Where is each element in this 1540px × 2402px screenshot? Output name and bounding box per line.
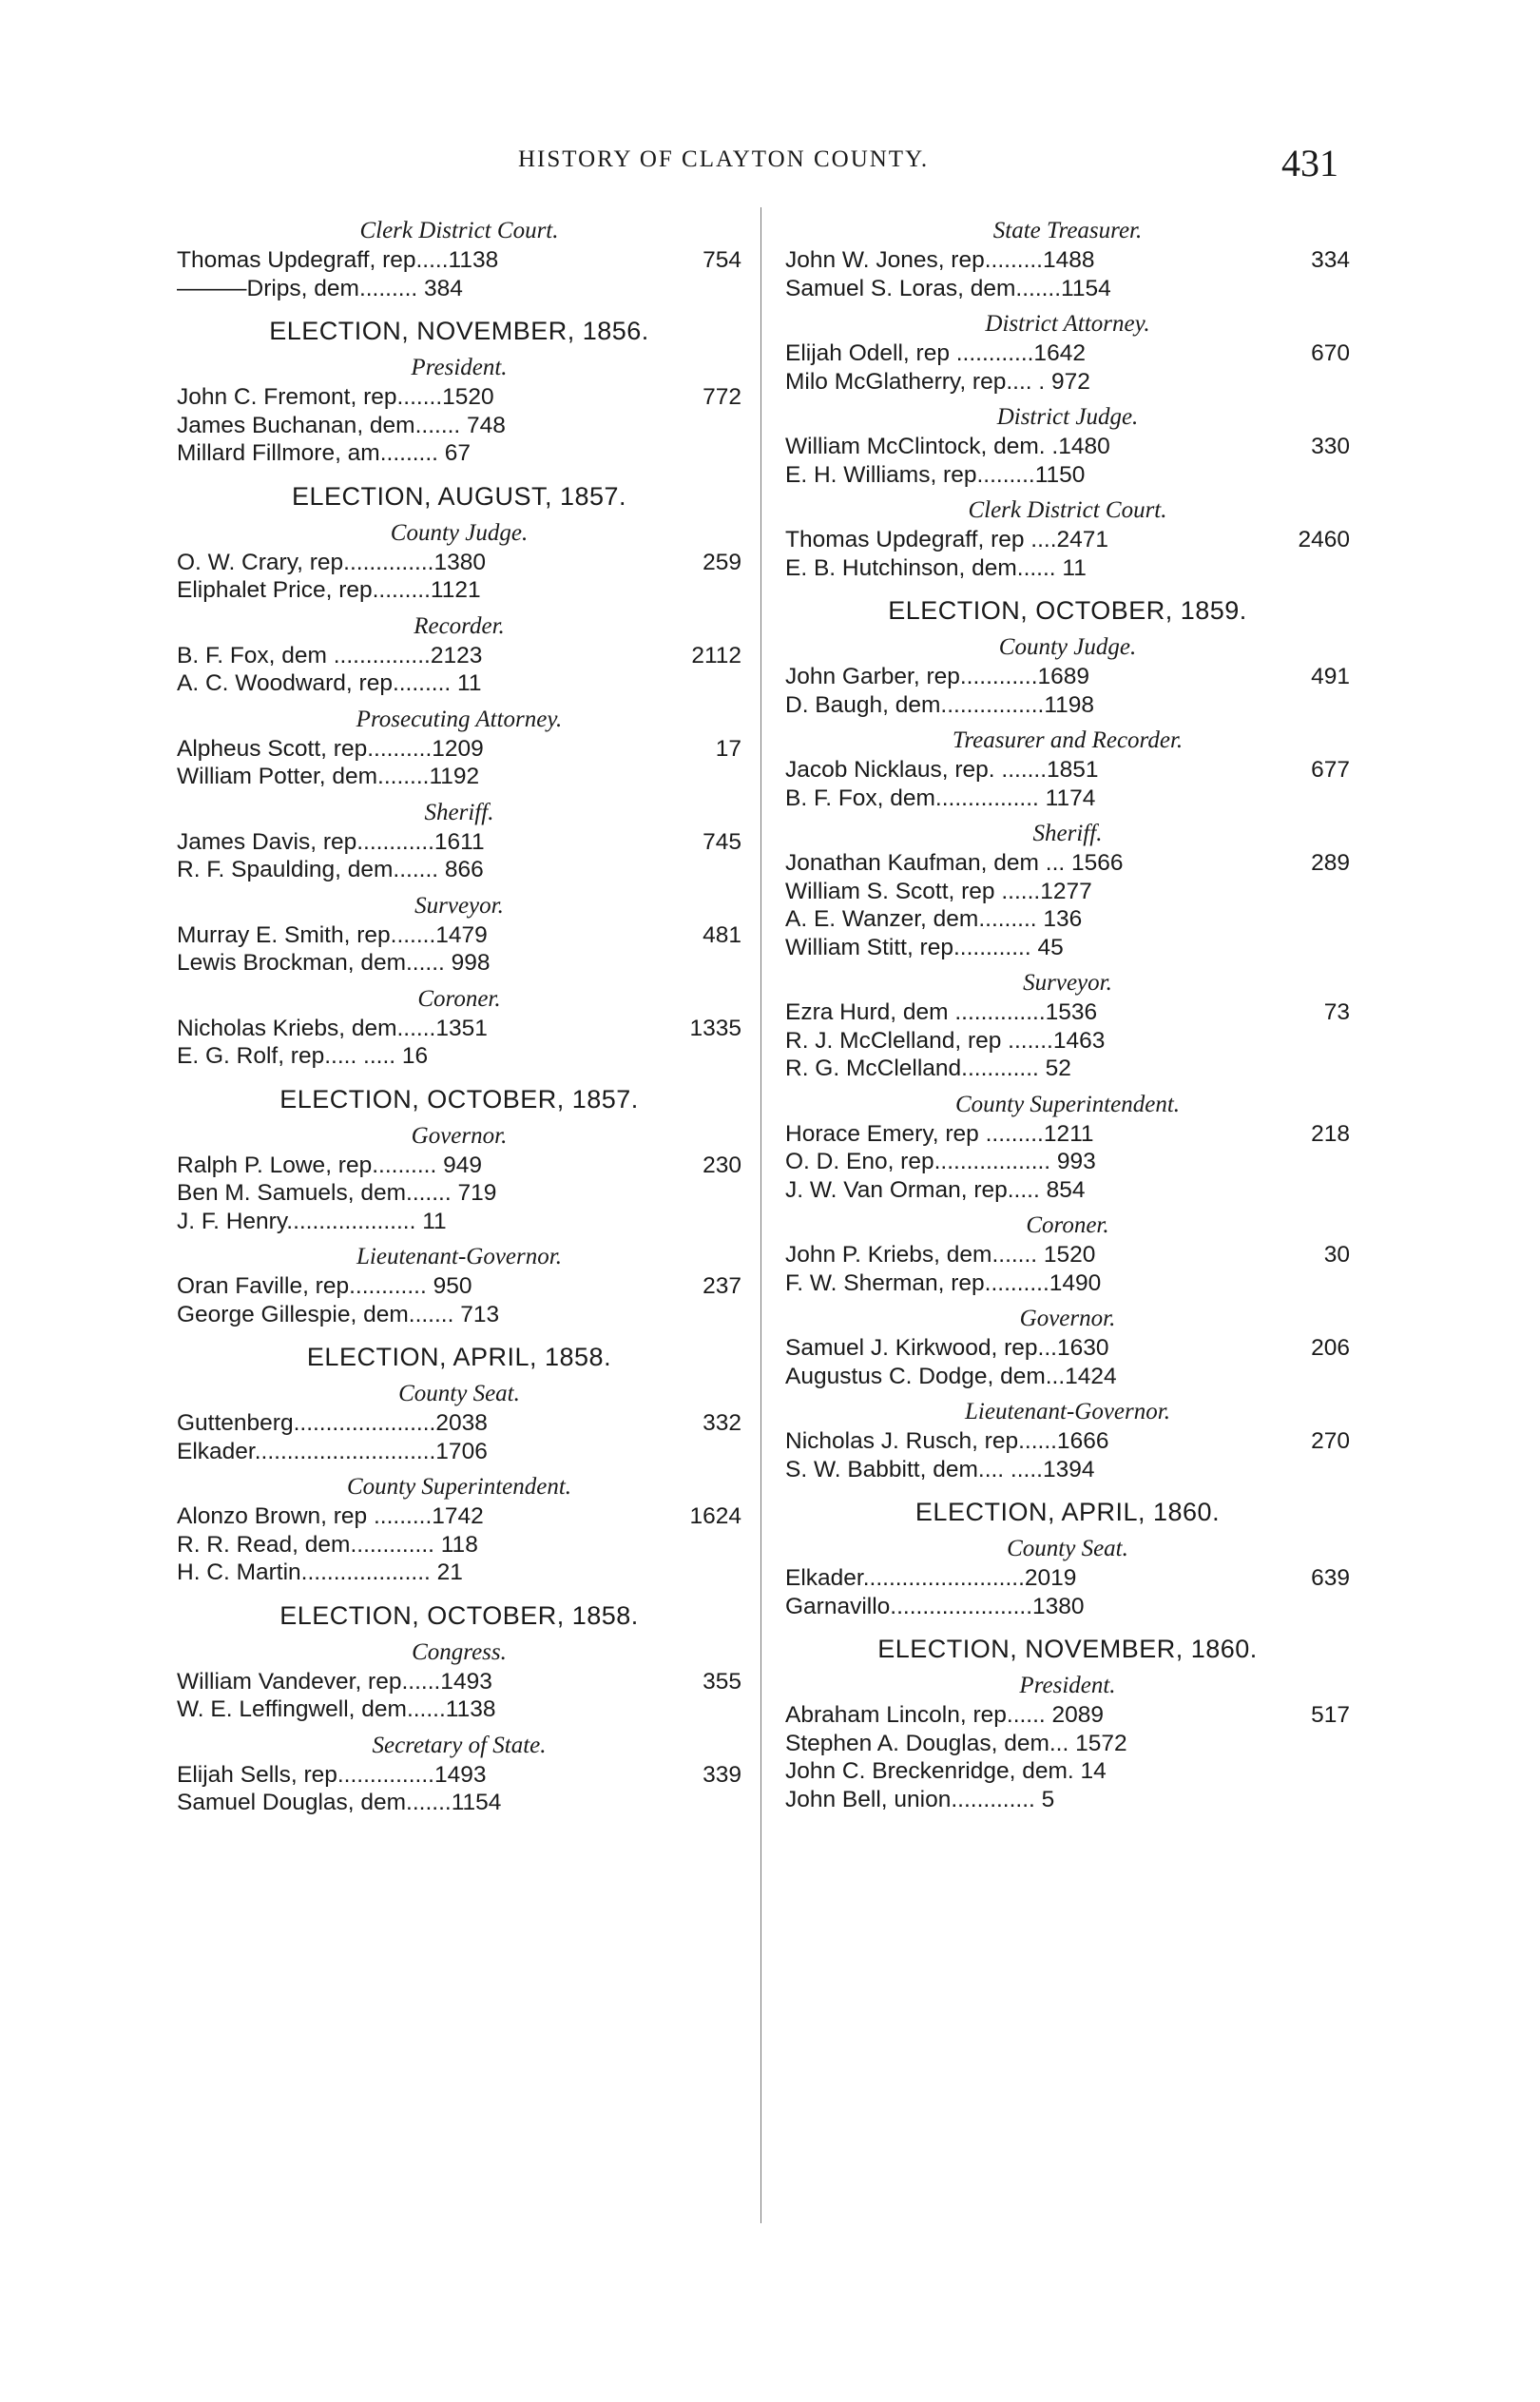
candidate-entry: Alonzo Brown, rep .........1742 xyxy=(177,1503,484,1529)
candidate-entry: John P. Kriebs, dem....... 1520 xyxy=(785,1242,1096,1268)
candidate-entry: Nicholas Kriebs, dem......1351 xyxy=(177,1015,488,1041)
election-heading: ELECTION, OCTOBER, 1858. xyxy=(279,1600,639,1630)
vote-row xyxy=(785,433,1350,461)
candidate-entry: Milo McGlatherry, rep.... . 972 xyxy=(785,368,1090,395)
candidate-entry: W. E. Leffingwell, dem......1138 xyxy=(177,1696,496,1722)
election-heading: ELECTION, APRIL, 1860. xyxy=(914,1498,1221,1526)
candidate-entry: E. G. Rolf, rep..... ..... 16 xyxy=(177,1043,429,1069)
majority-value: 332 xyxy=(703,1410,741,1436)
candidate-entry: Samuel J. Kirkwood, rep...1630 xyxy=(785,1335,1109,1361)
majority-value: 2460 xyxy=(1298,527,1350,552)
election-heading: ELECTION, NOVEMBER, 1860. xyxy=(877,1635,1258,1663)
candidate-entry: E. H. Williams, rep.........1150 xyxy=(785,461,1086,488)
candidate-entry: William Vandever, rep......1493 xyxy=(177,1668,492,1695)
election-heading: ELECTION, OCTOBER, 1857. xyxy=(279,1084,639,1114)
vote-row xyxy=(785,1363,1350,1391)
majority-value: 481 xyxy=(703,921,741,948)
candidate-entry: Samuel Douglas, dem.......1154 xyxy=(177,1790,502,1815)
majority-value: 339 xyxy=(703,1761,741,1788)
election-heading: ELECTION, APRIL, 1858. xyxy=(306,1343,612,1371)
vote-row xyxy=(785,461,1350,490)
vote-row xyxy=(785,1334,1350,1363)
vote-row xyxy=(785,1456,1350,1484)
candidate-entry: John W. Jones, rep.........1488 xyxy=(785,247,1095,273)
candidate-entry: H. C. Martin.................... 21 xyxy=(177,1559,463,1585)
vote-row xyxy=(177,1695,741,1724)
vote-row xyxy=(785,905,1350,934)
vote-row xyxy=(177,1301,741,1329)
election-heading: ELECTION, NOVEMBER, 1856. xyxy=(269,317,649,345)
vote-row xyxy=(177,576,741,605)
vote-row xyxy=(785,1055,1350,1083)
majority-value: 2112 xyxy=(691,642,741,668)
majority-value: 30 xyxy=(1323,1242,1350,1268)
candidate-entry: Thomas Updegraff, rep.....1138 xyxy=(177,247,499,273)
vote-row xyxy=(177,921,741,950)
office-heading: Prosecuting Attorney. xyxy=(356,706,563,732)
election-heading: ELECTION, OCTOBER, 1859. xyxy=(888,596,1247,625)
vote-row xyxy=(785,934,1350,962)
candidate-entry: John C. Breckenridge, dem. 14 xyxy=(785,1758,1107,1784)
office-heading: County Judge. xyxy=(390,519,529,546)
office-heading: Clerk District Court. xyxy=(968,497,1167,523)
office-heading: County Superintendent. xyxy=(346,1474,572,1500)
candidate-entry: J. W. Van Orman, rep..... 854 xyxy=(785,1176,1086,1203)
vote-row xyxy=(177,1179,741,1208)
office-heading: County Judge. xyxy=(998,634,1137,660)
vote-row xyxy=(785,663,1350,691)
candidate-entry: Jacob Nicklaus, rep. .......1851 xyxy=(785,757,1099,783)
candidate-entry: B. F. Fox, dem ...............2123 xyxy=(177,642,483,668)
vote-row xyxy=(177,1761,741,1790)
office-heading: Recorder. xyxy=(414,612,505,639)
vote-row xyxy=(785,1027,1350,1056)
majority-value: 772 xyxy=(703,384,741,410)
candidate-entry: Augustus C. Dodge, dem...1424 xyxy=(785,1363,1117,1389)
vote-row xyxy=(785,1701,1350,1730)
running-title: HISTORY OF CLAYTON COUNTY. xyxy=(518,146,930,172)
majority-value: 259 xyxy=(703,549,741,575)
vote-row xyxy=(177,1152,741,1180)
majority-value: 230 xyxy=(703,1152,741,1178)
candidate-entry: Elkader.........................2019 xyxy=(785,1565,1077,1591)
candidate-entry: Horace Emery, rep .........1211 xyxy=(785,1120,1094,1147)
vote-row xyxy=(177,1438,741,1466)
vote-row xyxy=(785,339,1350,368)
page-number: 431 xyxy=(1281,142,1338,184)
candidate-entry: O. W. Crary, rep..............1380 xyxy=(177,549,486,575)
vote-row xyxy=(785,756,1350,785)
candidate-entry: Garnavillo......................1380 xyxy=(785,1593,1085,1619)
vote-row xyxy=(177,439,741,468)
election-heading: ELECTION, AUGUST, 1857. xyxy=(291,481,627,511)
majority-value: 17 xyxy=(715,735,741,762)
office-heading: District Judge. xyxy=(996,404,1139,430)
office-heading: District Attorney. xyxy=(985,311,1150,337)
vote-row xyxy=(177,549,741,577)
vote-row xyxy=(785,998,1350,1027)
vote-row xyxy=(177,763,741,791)
candidate-entry: E. B. Hutchinson, dem...... 11 xyxy=(785,554,1087,581)
office-heading: Lieutenant-Governor. xyxy=(356,1244,562,1269)
vote-row xyxy=(177,1208,741,1236)
vote-row xyxy=(177,412,741,440)
candidate-entry: O. D. Eno, rep.................. 993 xyxy=(785,1149,1096,1174)
vote-row xyxy=(785,1176,1350,1205)
office-heading: Governor. xyxy=(1019,1306,1116,1331)
vote-row xyxy=(785,1427,1350,1456)
office-heading: Secretary of State. xyxy=(372,1732,547,1758)
majority-value: 1335 xyxy=(689,1015,741,1041)
office-heading: Clerk District Court. xyxy=(359,218,559,243)
candidate-entry: Abraham Lincoln, rep...... 2089 xyxy=(785,1702,1105,1728)
candidate-entry: Elkader............................1706 xyxy=(177,1438,488,1464)
vote-row xyxy=(785,1757,1350,1786)
candidate-entry: F. W. Sherman, rep..........1490 xyxy=(785,1269,1102,1296)
candidate-entry: John Bell, union............. 5 xyxy=(785,1786,1055,1812)
candidate-entry: Millard Fillmore, am......... 67 xyxy=(177,440,472,466)
office-heading: President. xyxy=(1019,1673,1116,1698)
majority-value: 334 xyxy=(1311,247,1350,273)
vote-row xyxy=(177,1789,741,1817)
candidate-entry: William Stitt, rep............ 45 xyxy=(785,934,1064,960)
candidate-entry: B. F. Fox, dem................ 1174 xyxy=(785,785,1096,811)
vote-row xyxy=(177,383,741,412)
office-heading: State Treasurer. xyxy=(992,218,1143,243)
candidate-entry: S. W. Babbitt, dem.... .....1394 xyxy=(785,1456,1095,1482)
vote-row xyxy=(177,828,741,857)
office-heading: Lieutenant-Governor. xyxy=(965,1399,1170,1424)
majority-value: 754 xyxy=(703,247,741,273)
vote-row xyxy=(177,246,741,275)
office-heading: Coroner. xyxy=(417,985,501,1012)
candidate-entry: R. R. Read, dem............. 118 xyxy=(177,1531,478,1558)
vote-row xyxy=(785,1730,1350,1758)
candidate-entry: Lewis Brockman, dem...... 998 xyxy=(177,950,491,976)
candidate-entry: William S. Scott, rep ......1277 xyxy=(785,878,1092,904)
vote-row xyxy=(785,554,1350,583)
office-heading: Surveyor. xyxy=(1023,970,1112,996)
vote-row xyxy=(177,1502,741,1531)
candidate-entry: Eliphalet Price, rep.........1121 xyxy=(177,577,481,603)
majority-value: 237 xyxy=(703,1273,741,1299)
office-heading: County Seat. xyxy=(398,1381,520,1406)
vote-row xyxy=(177,735,741,764)
majority-value: 330 xyxy=(1311,434,1350,459)
candidate-entry: Jonathan Kaufman, dem ... 1566 xyxy=(785,850,1124,876)
vote-row xyxy=(177,856,741,884)
majority-value: 218 xyxy=(1311,1120,1350,1147)
majority-value: 491 xyxy=(1311,664,1350,689)
majority-value: 73 xyxy=(1323,999,1350,1025)
vote-row xyxy=(177,275,741,303)
candidate-entry: James Buchanan, dem....... 748 xyxy=(177,412,506,438)
office-heading: Coroner. xyxy=(1026,1212,1109,1238)
candidate-entry: Samuel S. Loras, dem.......1154 xyxy=(785,275,1111,301)
majority-value: 206 xyxy=(1311,1335,1350,1361)
vote-row xyxy=(177,949,741,978)
majority-value: 677 xyxy=(1311,757,1350,783)
candidate-entry: Stephen A. Douglas, dem... 1572 xyxy=(785,1730,1127,1756)
candidate-entry: R. F. Spaulding, dem....... 866 xyxy=(177,857,484,882)
majority-value: 1624 xyxy=(689,1503,741,1529)
left-column xyxy=(177,209,741,1817)
vote-row xyxy=(177,1668,741,1696)
candidate-entry: Guttenberg......................2038 xyxy=(177,1410,488,1436)
vote-row xyxy=(177,1272,741,1301)
candidate-entry: ———Drips, dem......... 384 xyxy=(177,275,463,301)
vote-row xyxy=(177,1559,741,1587)
vote-row xyxy=(177,1409,741,1438)
office-heading: Surveyor. xyxy=(414,892,504,919)
candidate-entry: Nicholas J. Rusch, rep......1666 xyxy=(785,1428,1109,1454)
vote-row xyxy=(177,1015,741,1043)
vote-row xyxy=(785,1593,1350,1621)
candidate-entry: R. G. McClelland............ 52 xyxy=(785,1056,1071,1081)
office-heading: Sheriff. xyxy=(424,799,494,825)
majority-value: 355 xyxy=(703,1668,741,1695)
candidate-entry: William Potter, dem........1192 xyxy=(177,764,480,789)
vote-row xyxy=(177,669,741,698)
office-heading: Governor. xyxy=(411,1122,508,1149)
column-divider xyxy=(760,207,761,2223)
right-column xyxy=(785,209,1350,1813)
vote-row xyxy=(177,1531,741,1559)
candidate-entry: A. C. Woodward, rep......... 11 xyxy=(177,670,482,696)
vote-row xyxy=(785,878,1350,906)
office-heading: County Superintendent. xyxy=(954,1091,1181,1117)
candidate-entry: Murray E. Smith, rep.......1479 xyxy=(177,921,488,948)
vote-row xyxy=(785,1564,1350,1593)
majority-value: 745 xyxy=(703,828,741,855)
vote-row xyxy=(785,1148,1350,1176)
candidate-entry: Ralph P. Lowe, rep.......... 949 xyxy=(177,1152,482,1178)
office-heading: Congress. xyxy=(412,1638,507,1665)
page-header xyxy=(0,141,1540,188)
vote-row xyxy=(785,1269,1350,1298)
candidate-entry: Thomas Updegraff, rep ....2471 xyxy=(785,527,1109,552)
candidate-entry: William McClintock, dem. .1480 xyxy=(785,434,1110,459)
majority-value: 517 xyxy=(1311,1702,1350,1728)
vote-row xyxy=(785,246,1350,275)
candidate-entry: George Gillespie, dem....... 713 xyxy=(177,1301,500,1327)
majority-value: 270 xyxy=(1311,1428,1350,1454)
majority-value: 639 xyxy=(1311,1565,1350,1591)
vote-row xyxy=(785,1120,1350,1149)
candidate-entry: Alpheus Scott, rep..........1209 xyxy=(177,735,484,762)
candidate-entry: Elijah Odell, rep ............1642 xyxy=(785,340,1086,366)
candidate-entry: John Garber, rep............1689 xyxy=(785,664,1090,689)
vote-row xyxy=(785,1786,1350,1814)
office-heading: County Seat. xyxy=(1007,1536,1128,1561)
vote-row xyxy=(785,691,1350,720)
vote-row xyxy=(785,275,1350,303)
vote-row xyxy=(177,642,741,670)
majority-value: 289 xyxy=(1311,850,1350,876)
candidate-entry: Oran Faville, rep............ 950 xyxy=(177,1273,472,1299)
candidate-entry: Ben M. Samuels, dem....... 719 xyxy=(177,1180,497,1206)
candidate-entry: Ezra Hurd, dem ..............1536 xyxy=(785,999,1098,1025)
vote-row xyxy=(785,1241,1350,1269)
vote-row xyxy=(785,785,1350,813)
candidate-entry: John C. Fremont, rep.......1520 xyxy=(177,384,494,410)
majority-value: 670 xyxy=(1311,340,1350,366)
office-heading: Treasurer and Recorder. xyxy=(952,727,1184,753)
vote-row xyxy=(785,368,1350,397)
candidate-entry: D. Baugh, dem................1198 xyxy=(785,691,1095,718)
office-heading: Sheriff. xyxy=(1032,821,1103,846)
office-heading: President. xyxy=(411,355,508,380)
candidate-entry: James Davis, rep............1611 xyxy=(177,828,485,855)
candidate-entry: A. E. Wanzer, dem......... 136 xyxy=(785,906,1083,932)
vote-row xyxy=(785,849,1350,878)
candidate-entry: R. J. McClelland, rep .......1463 xyxy=(785,1027,1106,1054)
vote-row xyxy=(785,526,1350,554)
vote-row xyxy=(177,1042,741,1071)
candidate-entry: J. F. Henry.................... 11 xyxy=(177,1208,447,1234)
candidate-entry: Elijah Sells, rep...............1493 xyxy=(177,1761,487,1788)
